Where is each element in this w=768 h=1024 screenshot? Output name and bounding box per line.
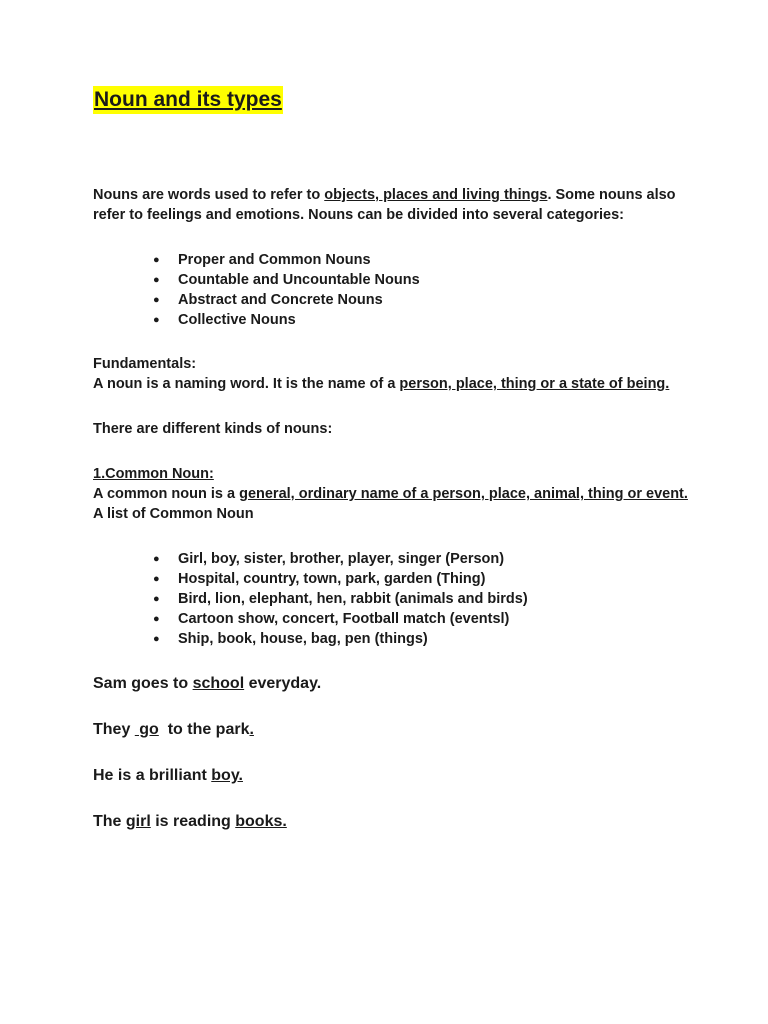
list-item: ● Ship, book, house, bag, pen (things) (153, 629, 528, 649)
example-sentence-1 (93, 673, 321, 695)
sentence-text: everyday. (244, 675, 322, 692)
example-sentence-3 (93, 765, 243, 787)
sentence-text: is reading (150, 813, 236, 830)
fundamentals-label: Fundamentals: (93, 356, 197, 372)
list-item: ● Hospital, country, town, park, garden (Thing) (153, 569, 528, 589)
list-item: ● Cartoon show, concert, Football match (eventsl) (153, 609, 528, 629)
example-sentence-2 (93, 719, 254, 741)
list-item: ● Countable and Uncountable Nouns (153, 270, 420, 290)
sentence-text: Sam goes to (93, 675, 193, 692)
intro-underlined: objects, places and living things (324, 187, 548, 203)
common-text-2: A list of Common Noun (93, 506, 254, 522)
sentence-underlined: boy. (211, 767, 243, 784)
common-underlined: general, ordinary name of a person, place, animal, thing or event. (239, 486, 688, 502)
sentence-text: They (93, 721, 135, 738)
page-title: Noun and its types (93, 86, 283, 114)
sentence-text: to the park (158, 721, 250, 738)
sentence-underlined: school (192, 675, 245, 692)
example-sentence-4 (93, 811, 287, 833)
list-item: ● Proper and Common Nouns (153, 250, 420, 270)
intro-text-2: . Some nouns also refer to feelings and emotions. Nouns can be divided into several categories: (93, 187, 676, 223)
fundamentals-text: A noun is a naming word. It is the name of a (93, 376, 400, 392)
intro-text-1: Nouns are words used to refer to (93, 187, 325, 203)
sentence-underlined: . (249, 721, 254, 738)
intro-paragraph (93, 185, 693, 225)
sentence-underlined: girl (125, 813, 151, 830)
common-text-1: A common noun is a (93, 486, 240, 502)
fundamentals-paragraph (93, 374, 693, 394)
list-item: ● Girl, boy, sister, brother, player, singer (Person) (153, 549, 528, 569)
common-noun-heading: 1.Common Noun: (93, 466, 214, 482)
common-noun-paragraph (93, 484, 693, 524)
sentence-text: He is a brilliant (93, 767, 212, 784)
list-item: ● Bird, lion, elephant, hen, rabbit (animals and birds) (153, 589, 528, 609)
category-list (153, 250, 420, 330)
common-noun-list (153, 549, 528, 649)
sentence-text: The (93, 813, 126, 830)
list-item: ● Collective Nouns (153, 310, 420, 330)
sentence-underlined: books. (235, 813, 287, 830)
fundamentals-underlined: person, place, thing or a state of being. (399, 376, 670, 392)
sentence-underlined: go (134, 721, 159, 738)
kinds-text: There are different kinds of nouns: (93, 421, 333, 437)
list-item: ● Abstract and Concrete Nouns (153, 290, 420, 310)
